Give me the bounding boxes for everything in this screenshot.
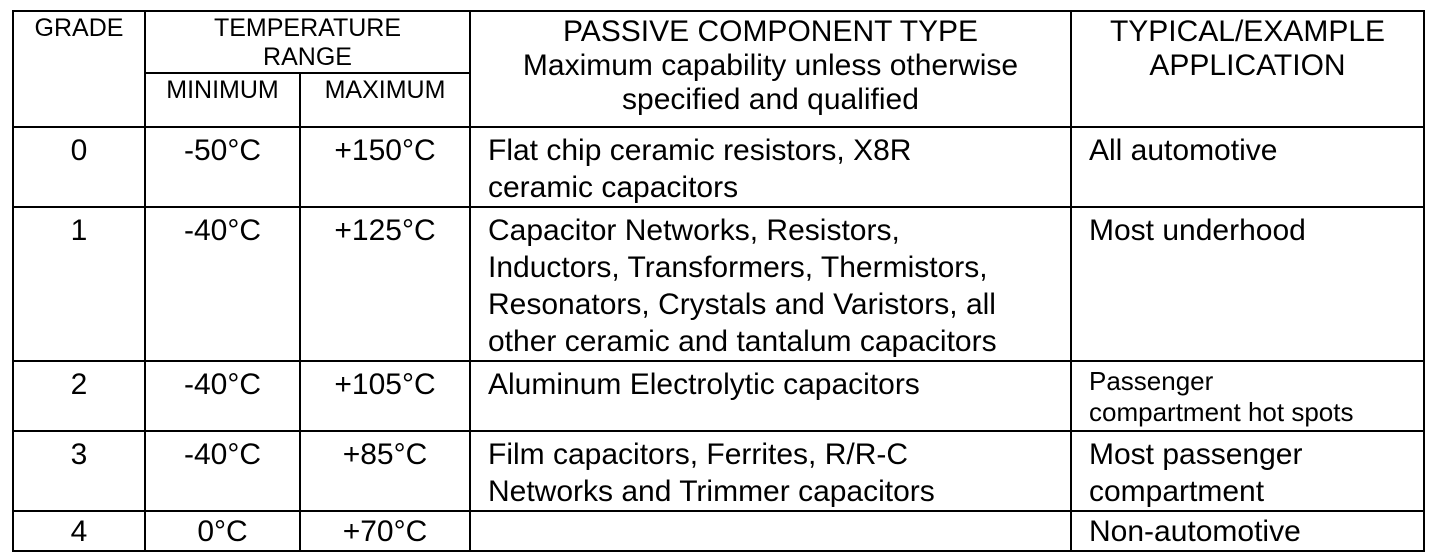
- application-label-line1: TYPICAL/EXAMPLE: [1109, 15, 1386, 48]
- application-line: Non-automotive: [1089, 515, 1301, 548]
- grade-header: [13, 11, 145, 127]
- minimum-cell: -40°C: [145, 361, 300, 431]
- application-line: compartment hot spots: [1089, 397, 1354, 427]
- grade-cell: 1: [13, 207, 145, 361]
- table-row: [13, 207, 1424, 361]
- grade-cell: 0: [13, 127, 145, 207]
- minimum-cell: -40°C: [145, 207, 300, 361]
- component-type-label-line2: Maximum capability unless otherwise: [522, 49, 1019, 82]
- component-line: ceramic capacitors: [488, 171, 739, 204]
- application-label-line2: APPLICATION: [1149, 49, 1346, 82]
- application-cell: [1071, 127, 1424, 207]
- maximum-cell: +85°C: [300, 431, 470, 511]
- application-line: All automotive: [1089, 134, 1278, 167]
- header-row-top: [13, 11, 1424, 73]
- grade-cell: 2: [13, 361, 145, 431]
- application-line: Most underhood: [1089, 214, 1306, 247]
- application-cell: [1071, 511, 1424, 551]
- table-row: [13, 361, 1424, 431]
- temperature-range-label-line1: TEMPERATURE: [213, 14, 402, 42]
- application-line: Passenger: [1089, 366, 1214, 396]
- minimum-header: [145, 73, 300, 127]
- grade-cell: 3: [13, 431, 145, 511]
- component-type-label-line1: PASSIVE COMPONENT TYPE: [562, 15, 979, 48]
- grade-table: [12, 10, 1425, 552]
- minimum-cell: 0°C: [145, 511, 300, 551]
- component-line: other ceramic and tantalum capacitors: [488, 325, 997, 358]
- application-cell: [1071, 361, 1424, 431]
- component-line: Capacitor Networks, Resistors,: [488, 214, 900, 247]
- component-line: Aluminum Electrolytic capacitors: [488, 368, 920, 401]
- grade-header-label: GRADE: [34, 14, 124, 42]
- minimum-label: MINIMUM: [166, 76, 279, 104]
- component-type-header: [470, 11, 1071, 127]
- component-line: Film capacitors, Ferrites, R/R-C: [488, 438, 909, 471]
- maximum-cell: +105°C: [300, 361, 470, 431]
- table-row: [13, 511, 1424, 551]
- maximum-label: MAXIMUM: [324, 76, 446, 104]
- minimum-cell: -50°C: [145, 127, 300, 207]
- temperature-range-label-line2: RANGE: [263, 43, 352, 71]
- maximum-cell: +150°C: [300, 127, 470, 207]
- application-line: compartment: [1089, 475, 1265, 508]
- minimum-cell: -40°C: [145, 431, 300, 511]
- component-cell: [470, 431, 1071, 511]
- component-line: Inductors, Transformers, Thermistors,: [488, 251, 988, 284]
- component-line: Resonators, Crystals and Varistors, all: [488, 288, 996, 321]
- component-cell: [470, 207, 1071, 361]
- application-line: Most passenger: [1089, 438, 1303, 471]
- temperature-range-header: [145, 11, 470, 73]
- maximum-cell: +70°C: [300, 511, 470, 551]
- application-header: [1071, 11, 1424, 127]
- component-type-label-line3: specified and qualified: [622, 83, 919, 116]
- table-row: [13, 431, 1424, 511]
- component-cell: [470, 361, 1071, 431]
- table-row: [13, 127, 1424, 207]
- maximum-header: [300, 73, 470, 127]
- component-line: Networks and Trimmer capacitors: [488, 475, 935, 508]
- maximum-cell: +125°C: [300, 207, 470, 361]
- grade-cell: 4: [13, 511, 145, 551]
- component-line: Flat chip ceramic resistors, X8R: [488, 134, 912, 167]
- application-cell: [1071, 431, 1424, 511]
- component-cell: [470, 511, 1071, 551]
- component-cell: [470, 127, 1071, 207]
- application-cell: [1071, 207, 1424, 361]
